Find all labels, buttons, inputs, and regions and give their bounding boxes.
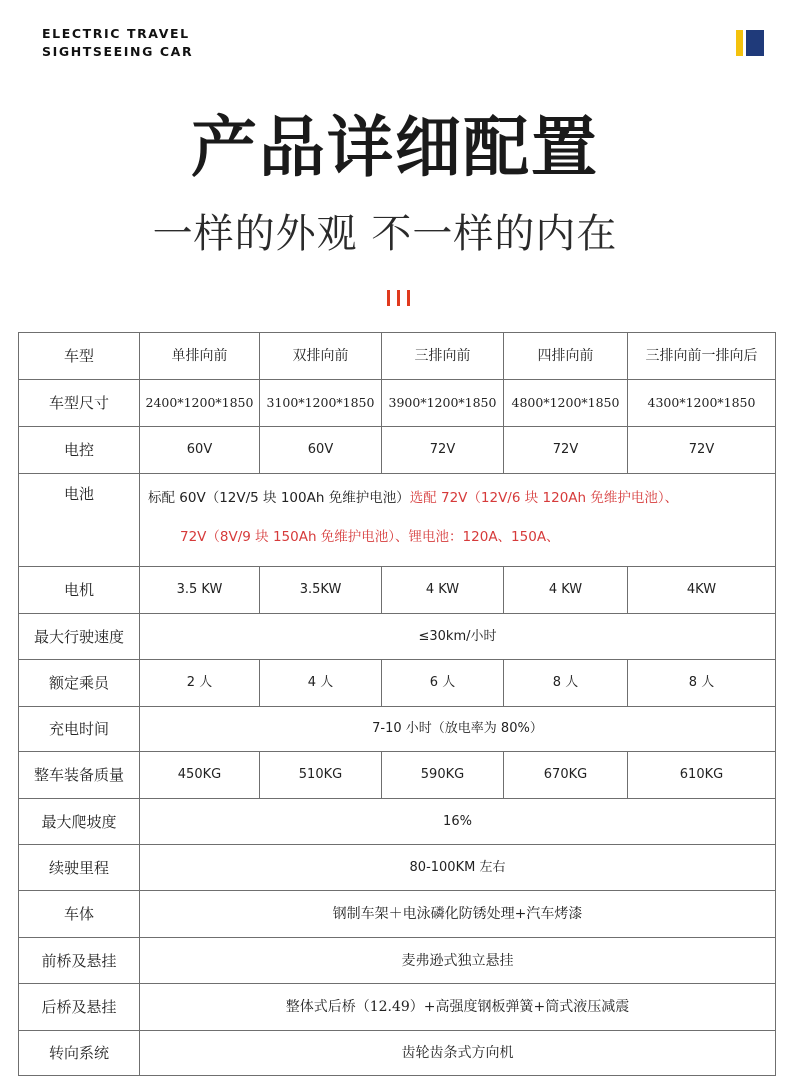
row-label: 充电时间 [19, 707, 140, 752]
table-cell: 4300*1200*1850 [628, 380, 776, 427]
row-label: 电池 [19, 474, 140, 567]
battery-standard: 标配 60V（12V/5 块 100Ah 免维护电池） [148, 490, 410, 506]
table-row-battery [19, 474, 776, 567]
table-row [19, 707, 776, 752]
table-row [19, 1031, 776, 1076]
header-cell: 单排向前 [140, 333, 260, 380]
table-cell: 6 人 [382, 660, 504, 707]
row-label: 续驶里程 [19, 845, 140, 891]
brand-text [42, 25, 193, 61]
table-row [19, 660, 776, 707]
table-header-row [19, 333, 776, 380]
logo-navy-block [746, 30, 764, 56]
brand-line-1: ELECTRIC TRAVEL [42, 26, 190, 41]
table-row [19, 427, 776, 474]
table-row [19, 380, 776, 427]
table-row [19, 567, 776, 614]
page-title: 产品详细配置 [191, 109, 599, 186]
page-subtitle: 一样的外观 不一样的内在 [152, 211, 618, 257]
table-cell: 2400*1200*1850 [140, 380, 260, 427]
table-cell: 4800*1200*1850 [504, 380, 628, 427]
table-row [19, 938, 776, 984]
row-label: 转向系统 [19, 1031, 140, 1076]
table-cell: 610KG [628, 752, 776, 799]
table-cell: 60V [260, 427, 382, 474]
table-cell: 7-10 小时（放电率为 80%） [140, 707, 776, 752]
table-row [19, 845, 776, 891]
battery-optional-2: 72V（8V/9 块 150Ah 免维护电池）、锂电池：120A、150A、 [180, 529, 560, 545]
row-label: 最大爬坡度 [19, 799, 140, 845]
table-row [19, 799, 776, 845]
table-cell: 450KG [140, 752, 260, 799]
table-cell: 3900*1200*1850 [382, 380, 504, 427]
table-row [19, 752, 776, 799]
table-cell: 80-100KM 左右 [140, 845, 776, 891]
spec-table [18, 332, 776, 1076]
row-label: 电机 [19, 567, 140, 614]
table-cell: 麦弗逊式独立悬挂 [140, 938, 776, 984]
table-cell: 3.5 KW [140, 567, 260, 614]
table-cell: 72V [504, 427, 628, 474]
table-cell: 4 KW [504, 567, 628, 614]
table-cell: 72V [628, 427, 776, 474]
table-cell: 8 人 [504, 660, 628, 707]
header-cell: 双排向前 [260, 333, 382, 380]
header-cell: 四排向前 [504, 333, 628, 380]
row-label: 整车装备质量 [19, 752, 140, 799]
row-label: 后桥及悬挂 [19, 984, 140, 1031]
header-cell: 三排向前 [382, 333, 504, 380]
brand-logo-icon [736, 30, 764, 56]
row-label: 前桥及悬挂 [19, 938, 140, 984]
row-label: 车体 [19, 891, 140, 938]
table-cell: 2 人 [140, 660, 260, 707]
table-cell: 16% [140, 799, 776, 845]
header-cell: 三排向前一排向后 [628, 333, 776, 380]
table-cell: 4KW [628, 567, 776, 614]
table-cell: 齿轮齿条式方向机 [140, 1031, 776, 1076]
row-label: 额定乘员 [19, 660, 140, 707]
table-row [19, 614, 776, 660]
decorative-bars-icon [387, 290, 411, 306]
row-label: 电控 [19, 427, 140, 474]
table-cell: 4 人 [260, 660, 382, 707]
table-cell: 670KG [504, 752, 628, 799]
table-cell: 60V [140, 427, 260, 474]
table-cell: 3.5KW [260, 567, 382, 614]
header-cell: 车型 [19, 333, 140, 380]
table-cell: 72V [382, 427, 504, 474]
brand-line-2: SIGHTSEEING CAR [42, 44, 194, 59]
logo-yellow-bar [736, 30, 743, 56]
battery-optional-1: 选配 72V（12V/6 块 120Ah 免维护电池）、 [409, 490, 679, 506]
row-label: 车型尺寸 [19, 380, 140, 427]
table-row [19, 984, 776, 1031]
table-cell: 4 KW [382, 567, 504, 614]
table-cell: 钢制车架＋电泳磷化防锈处理+汽车烤漆 [140, 891, 776, 938]
table-cell: 590KG [382, 752, 504, 799]
table-cell: 510KG [260, 752, 382, 799]
table-row [19, 891, 776, 938]
table-cell: 3100*1200*1850 [260, 380, 382, 427]
table-cell: ≤30km/小时 [140, 614, 776, 660]
table-cell: 整体式后桥（12.49）+高强度钢板弹簧+筒式液压减震 [140, 984, 776, 1031]
battery-cell [140, 474, 776, 567]
table-cell: 8 人 [628, 660, 776, 707]
row-label: 最大行驶速度 [19, 614, 140, 660]
